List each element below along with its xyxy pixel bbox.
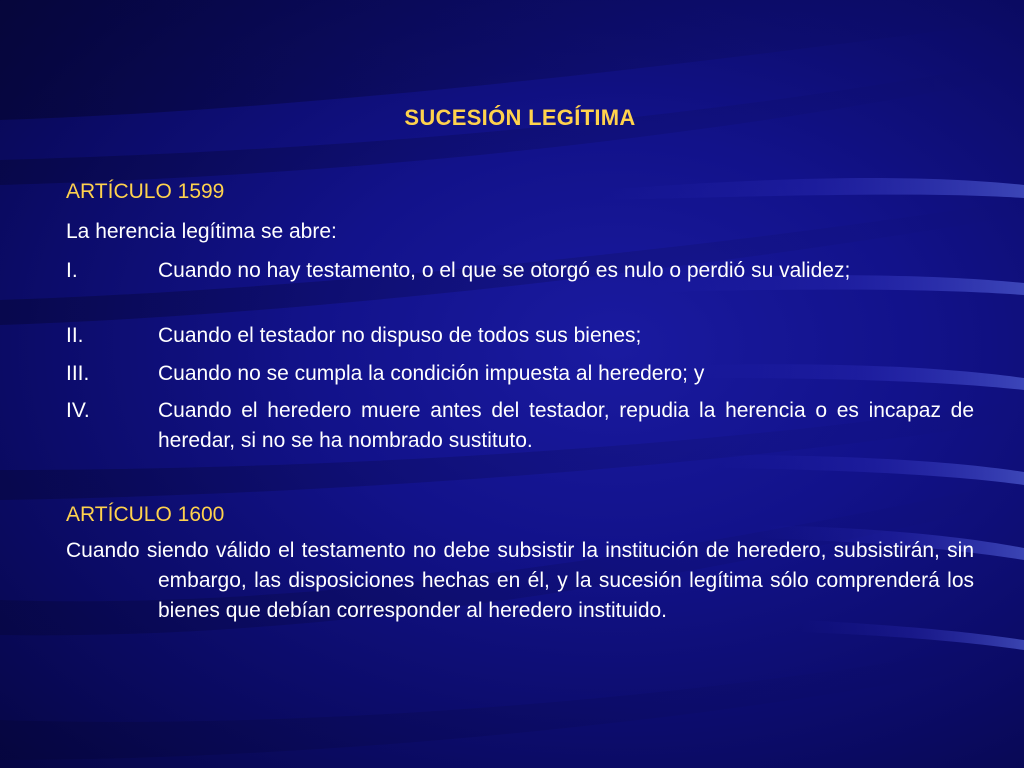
list-item-number: III. [66, 362, 90, 385]
list-item [66, 359, 974, 389]
list-item [66, 321, 974, 351]
list-item-number: II. [66, 324, 84, 347]
list-item-text: Cuando no hay testamento, o el que se otorgó es nulo o perdió su validez; [158, 259, 851, 282]
list-item-text: Cuando el testador no dispuso de todos sus bienes; [158, 324, 642, 347]
list-item [66, 396, 974, 456]
list-item-number: IV. [66, 399, 90, 422]
article-1600-text: Cuando siendo válido el testamento no debe subsistir la institución de heredero, subsistirán, sin embargo, las disposiciones hechas en él, y la sucesión legítima sólo comprenderá los bienes que debían corresponder al heredero instituido. [66, 539, 974, 622]
article-1599-intro: La herencia legítima se abre: [66, 220, 337, 243]
list-item-number: I. [66, 259, 78, 282]
list-item-text: Cuando no se cumpla la condición impuesta al heredero; y [158, 362, 705, 385]
slide-title: SUCESIÓN LEGÍTIMA [404, 105, 636, 130]
list-item-text: Cuando el heredero muere antes del testador, repudia la herencia o es incapaz de heredar, si no se ha nombrado sustituto. [158, 399, 974, 452]
article-1599-heading: ARTÍCULO 1599 [66, 180, 225, 203]
list-item [66, 256, 974, 286]
article-1600-heading: ARTÍCULO 1600 [66, 503, 225, 526]
